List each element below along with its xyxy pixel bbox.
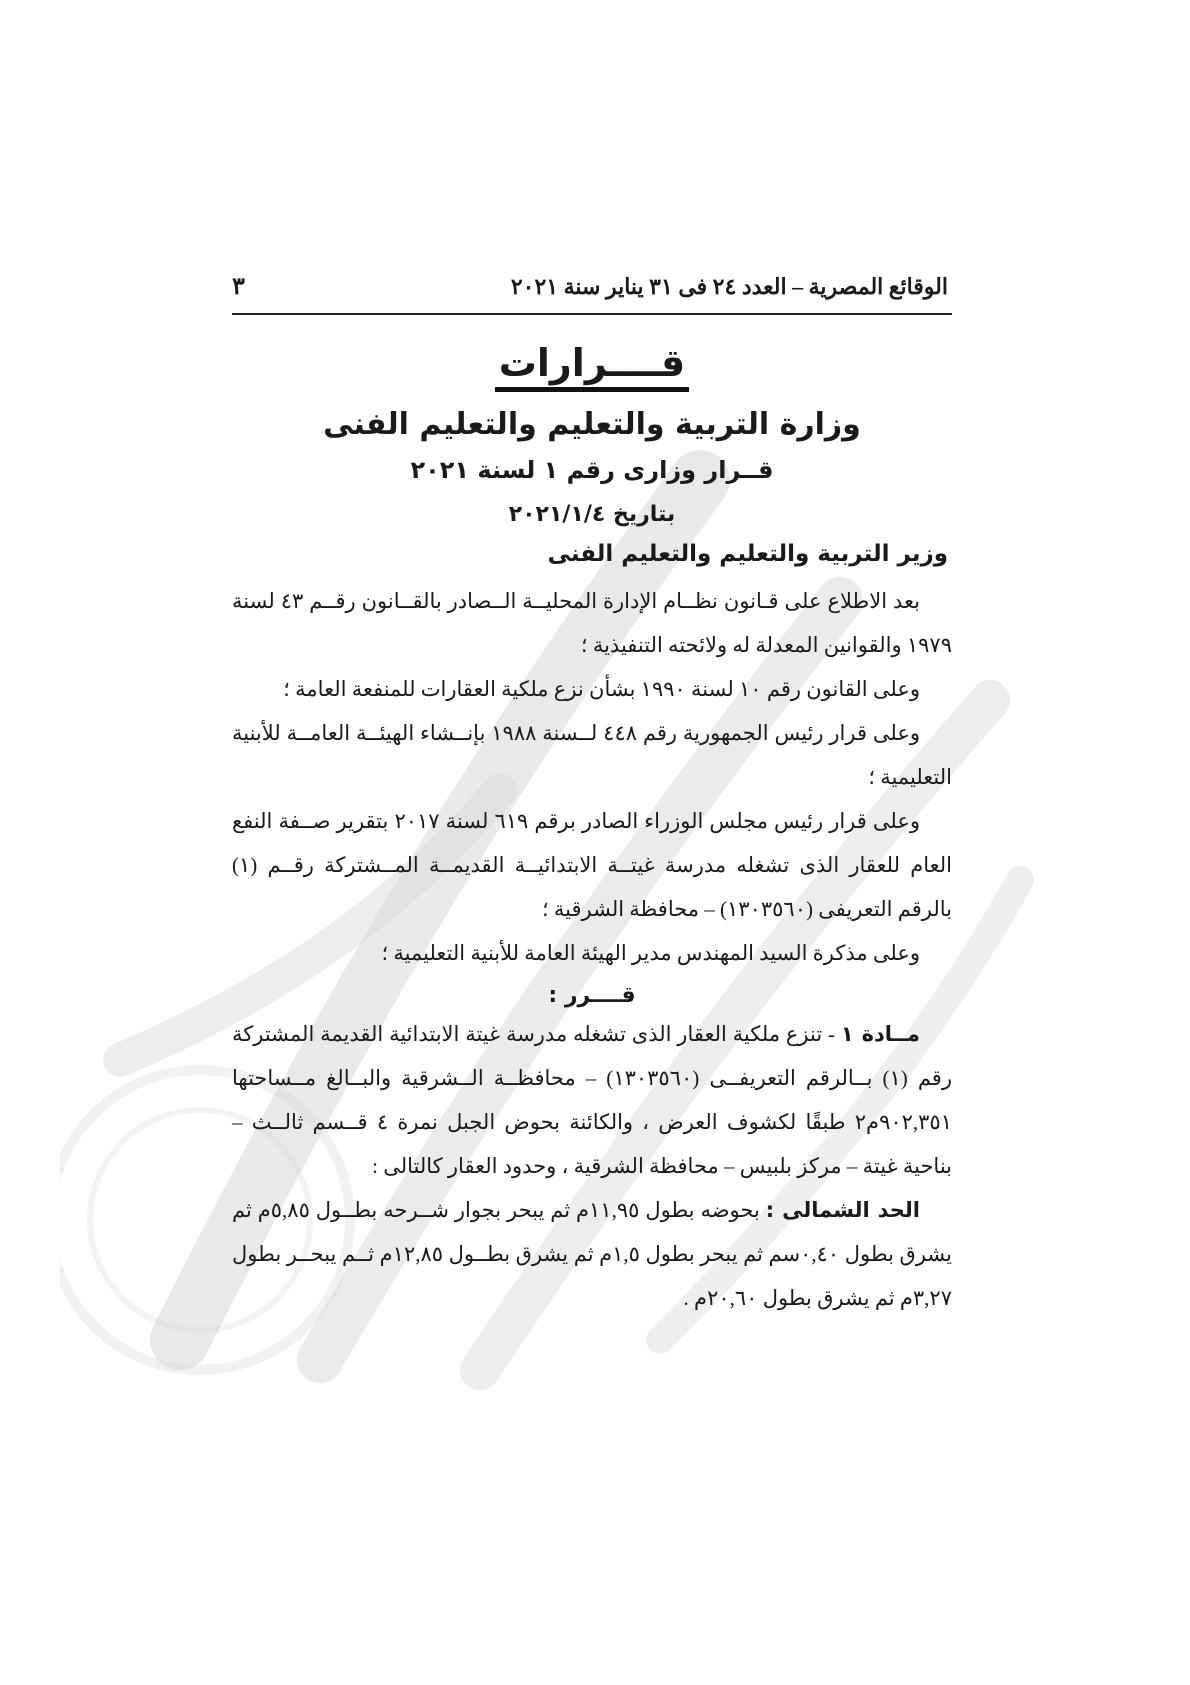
article-1-label: مــادة ١ <box>840 1022 920 1046</box>
section-title <box>232 341 952 385</box>
north-boundary <box>232 1188 952 1320</box>
minister-title: وزير التربية والتعليم والتعليم الفنى <box>547 541 948 567</box>
decides-label: قــــرر <box>564 983 636 1008</box>
preamble-paragraph-3: وعلى قرار رئيس الجمهورية رقم ٤٤٨ لــسنة ١٩٨٨ بإنــشاء الهيئــة العامــة للأبنية التعليمية ؛ <box>232 721 952 789</box>
article-1-text: - تنزع ملكية العقار الذى تشغله مدرسة غيتة الابتدائية القديمة المشتركة رقم (١) بــالرقم التعريفــى (١٣٠٣٥٦٠) – محافظــة الــشرقية والبــالغ مــساحتها ٩٠٢,٣٥١م٢ طبقًا لكشوف العرض ، والكائنة بحوض الجبل نمرة ٤ قــسم ثالــث – بناحية غيتة – مركز بلبيس – محافظة الشرقية ، وحدود العقار كالتالى : <box>232 1022 952 1178</box>
preamble-paragraph-1: بعد الاطلاع على قـانون نظــام الإدارة المحليــة الــصادر بالقــانون رقــم ٤٣ لسنة ١٩٧٩ والقوانين المعدلة له ولائحته التنفيذية ؛ <box>232 589 952 657</box>
decides-colon: : <box>548 983 565 1008</box>
decree-date: بتاريخ ٢٠٢١/١/٤ <box>508 502 676 527</box>
decree-number: قــرار وزارى رقم ١ لسنة ٢٠٢١ <box>410 456 774 484</box>
section-title-text: قــــرارات <box>495 341 690 392</box>
page-number: ٣ <box>232 274 245 300</box>
preamble-paragraph-4: وعلى قرار رئيس مجلس الوزراء الصادر برقم ٦١٩ لسنة ٢٠١٧ بتقرير صــفة النفع العام للعقار الذى تشغله مدرسة غيتــة الابتدائيــة القديمــة المــشتركة رقــم (١) بالرقم التعريفى (١٣٠٣٥٦٠) – محافظة الشرقية ؛ <box>232 809 952 921</box>
gazette-header <box>232 272 952 315</box>
ministry-name: وزارة التربية والتعليم والتعليم الفنى <box>323 407 861 442</box>
preamble-paragraph-2: وعلى القانون رقم ١٠ لسنة ١٩٩٠ بشأن نزع ملكية العقارات للمنفعة العامة ؛ <box>283 677 920 701</box>
preamble-paragraph-5: وعلى مذكرة السيد المهندس مدير الهيئة العامة للأبنية التعليمية ؛ <box>381 941 920 965</box>
article-1 <box>232 1012 952 1188</box>
decides-heading <box>232 983 952 1008</box>
document-page <box>232 272 952 1320</box>
north-boundary-text: بحوضه بطول ١١,٩٥م ثم يبحر بجوار شــرحه بطــول ٥,٨٥م ثم يشرق بطول ٠,٤٠سم ثم يبحر بطول ١,٥م ثم يشرق بطــول ١٢,٨٥م ثــم يبحــر بطول ٣,٢٧م ثم يشرق بطول ٢٠,٦٠م . <box>232 1198 953 1310</box>
gazette-title: الوقائع المصرية – العدد ٢٤ فى ٣١ يناير سنة ٢٠٢١ <box>510 274 948 299</box>
north-boundary-label: الحد الشمالى : <box>765 1198 920 1222</box>
